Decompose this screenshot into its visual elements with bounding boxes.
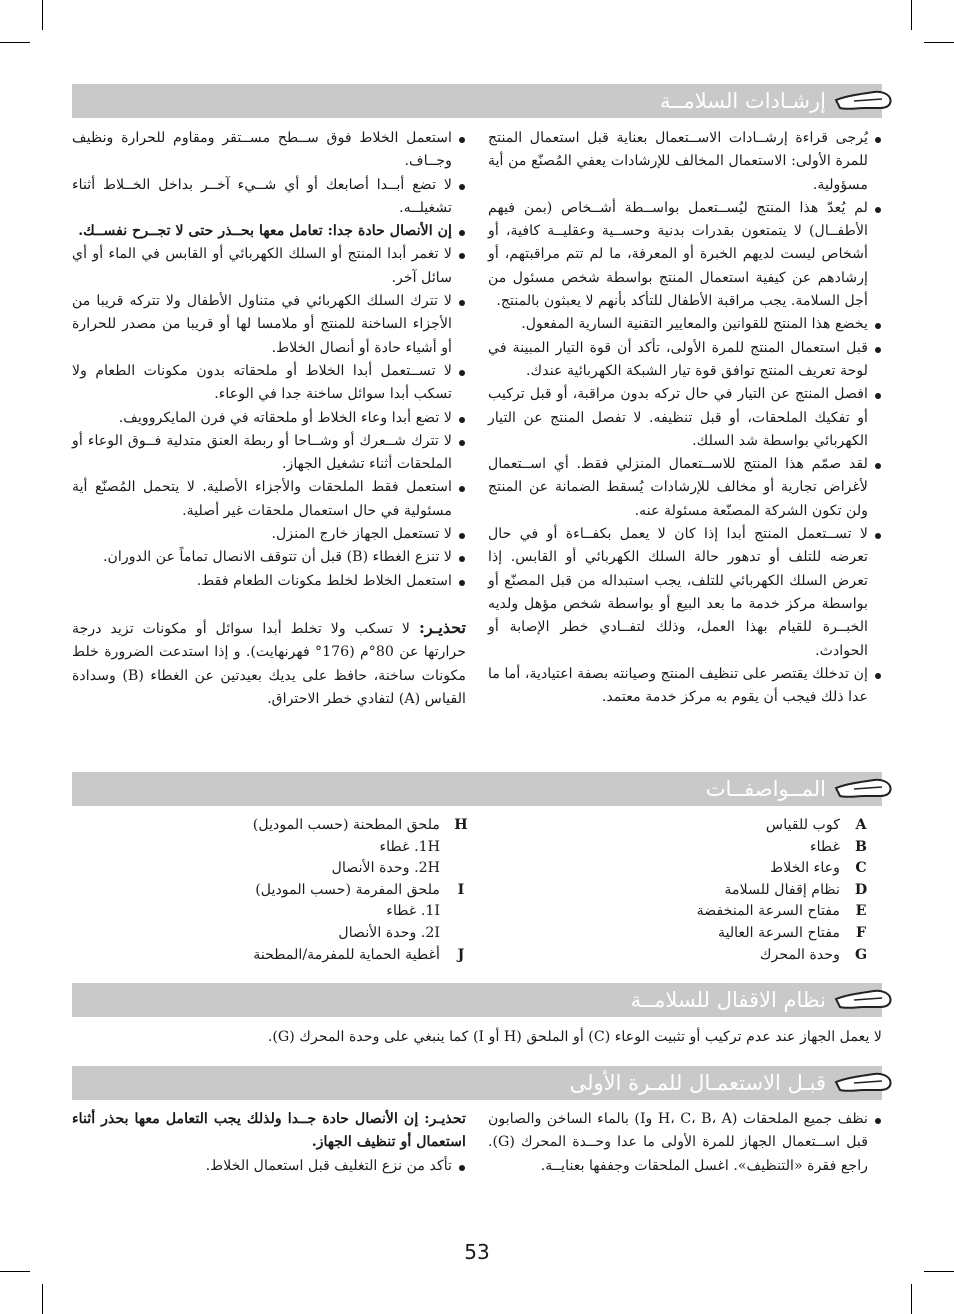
spec-row <box>180 901 482 923</box>
section-title: قبـل الاستعمـال للمـرة الأولى <box>569 1071 826 1095</box>
spec-key: H <box>454 817 468 833</box>
list-item: لم يُعدّ هذا المنتج ليُســتعمل بواســطة أشــخاص (بمن فيهم الأطفــال) لا يتمتعون بقدرات بدنية وحســية وعقليــة كافية، أو أشخاص ليست لديهم الخبرة أو المعرفة، ما لم تتم مراقبتهم، أو إرشادهم عن كيفية استعمال المنتج بواسطة شخص مسئول من أجل السلامة. يجب مراقبة الأطفال للتأكد بأنهم لا يعبثون بالمنتج. <box>488 197 882 313</box>
list-item: قبل استعمال المنتج للمرة الأولى، تأكد أن قوة التيار المبينة في لوحة تعريف المنتج توافق قوة تيار الشبكة الكهربائية عندك. <box>488 337 882 384</box>
list-item: استعمل الخلاط لخلط مكونات الطعام فقط. <box>72 570 466 593</box>
list-item: إن تدخلك يقتصر على تنظيف المنتج وصيانته بصفة اعتيادية، أما ما عدا ذلك فيجب أن يقوم به مركز خدمة معتمد. <box>488 663 882 710</box>
spec-row <box>180 945 482 967</box>
first-use-left-column <box>72 1108 466 1178</box>
list-item: إن الأنصال حادة جدا: تعامل معها بحــذر حتى لا تجــرح نفســك. <box>72 220 466 243</box>
crop-mark <box>0 1271 30 1272</box>
pointing-hand-icon <box>834 985 894 1019</box>
warning-label: تحذيـر: <box>418 617 466 637</box>
list-item: افصل المنتج عن التيار في حال تركه بدون مراقبة، أو قبل تركيب أو تفكيك الملحقات، أو قبل تنظيفه. لا تفصل المنتج عن التيار الكهربائي بواسطة شد السلك. <box>488 383 882 453</box>
spec-key: J <box>457 946 465 963</box>
list-item: استعمل الخلاط فوق ســطح مســتقر ومقاوم للحرارة ونظيف وجــاف. <box>72 127 466 174</box>
spec-key: A <box>855 817 867 833</box>
spec-row <box>180 923 482 945</box>
section-title: المــواصفــات <box>705 777 826 801</box>
page-number: 53 <box>464 1240 490 1264</box>
spec-key: I <box>457 881 465 898</box>
specs-left-list <box>180 815 482 966</box>
safety-warning <box>72 616 466 711</box>
crop-mark <box>911 0 912 30</box>
spec-key <box>440 858 482 880</box>
list-item: يُرجى قراءة إرشــادات الاســتعمال بعناية قبل استعمال المنتج للمرة الأولى: الاستعمال المخالف للإرشادات يعفي المُصنّع من أية مسؤولية. <box>488 127 882 197</box>
list-item: يخضع هذا المنتج للقوانين والمعايير التقنية السارية المفعول. <box>488 313 882 336</box>
spec-label: مفتاح السرعة المنخفضة <box>696 903 840 920</box>
spec-row <box>180 837 482 859</box>
section-header-specs <box>72 772 882 806</box>
spec-label: 2I. وحدة الأنصال <box>338 924 440 941</box>
spec-row <box>600 858 882 880</box>
list-item: استعمل فقط الملحقات والأجزاء الأصلية. لا يتحمل المُصنّع أية مسئولية في حال استعمال ملحقات غير أصلية. <box>72 476 466 523</box>
section-title: نظام الاقفال للسلامــة <box>630 988 826 1012</box>
spec-label: 1H. غطاء <box>379 838 440 855</box>
spec-label: وعاء الخلاط <box>770 860 840 877</box>
list-item: لا تســتعمل أبدا الخلاط أو ملحقاته بدون مكونات الطعام ولا تسكب أبدا سوائل ساخنة جدا في الوعاء. <box>72 360 466 407</box>
section-header-safety <box>72 84 882 118</box>
list-item: لا تترك السلك الكهربائي في متناول الأطفال ولا تتركه قريبا من الأجزاء الساخنة للمنتج أو ملامسا لها أو قريبا من مصدر للحرارة أو أشياء حادة أو أنصال الخلاط. <box>72 290 466 360</box>
spec-row <box>600 880 882 902</box>
spec-row <box>600 837 882 859</box>
crop-mark <box>0 42 30 43</box>
spec-key <box>440 901 482 923</box>
list-item: لا تنزع الغطاء (B) قبل أن تتوقف الانصال تماماً عن الدوران. <box>72 546 466 569</box>
crop-mark <box>42 1284 43 1314</box>
pointing-hand-icon <box>834 1068 894 1102</box>
spec-label: 1I. غطاء <box>386 903 440 920</box>
safety-right-column <box>488 127 882 709</box>
list-item: لا تترك شــعرك أو وشــاحا أو ربطة العنق متدلية فــوق الوعاء أو الملحقات أثناء تشغيل الجهاز. <box>72 430 466 477</box>
crop-mark <box>42 0 43 30</box>
spec-key: C <box>855 860 867 877</box>
spec-label: ملحق المطحنة (حسب الموديل) <box>252 817 440 833</box>
safety-left-column <box>72 127 466 711</box>
first-use-right-column <box>488 1108 882 1178</box>
warning-text: لا تسكب ولا تخلط أبدا سوائل أو مكونات تزيد درجة حرارتها عن 80°م (176° فهرنهايت). و إذا استدعت الضرورة خلط مكونات ساخنة، حافظ على يديك بعيدتين عن الغطاء (B) وسدادة القياس (A) لتفادي خطر الاحتراق. <box>72 620 466 707</box>
spec-label: نظام إقفال للسلامة <box>724 881 840 898</box>
spec-row <box>600 923 882 945</box>
lock-text: لا يعمل الجهاز عند عدم تركيب أو تثبيت الوعاء (C) أو الملحق (H أو I) كما ينبغي على وحدة المحرك (G). <box>267 1029 882 1045</box>
spec-label: 2H. وحدة الأنصال <box>331 860 440 877</box>
spec-key <box>440 837 482 859</box>
spec-label: غطاء <box>809 838 840 855</box>
section-title: إرشـادات السلامــة <box>659 89 826 113</box>
list-item: لا تغمر أبدا المنتج أو السلك الكهربائي أو القابس في الماء أو أي سائل آخر. <box>72 243 466 290</box>
list-item: تأكد من نزع التغليف قبل استعمال الخلاط. <box>72 1155 466 1178</box>
list-item: لا تستعمل الجهاز خارج المنزل. <box>72 523 466 546</box>
spec-key <box>440 923 482 945</box>
crop-mark <box>924 42 954 43</box>
list-item: نظف جميع الملحقات (H، C، B، A وI) بالماء الساخن والصابون قبل اســتعمال الجهاز للمرة الأولى ما عدا وحــدة المحرك (G). راجع فقرة «التنظيف». اغسل الملحقات وجففها بعنايــة. <box>488 1108 882 1178</box>
crop-mark <box>911 1284 912 1314</box>
spec-key: E <box>855 903 867 920</box>
spec-row <box>600 901 882 923</box>
spec-key: F <box>855 924 867 941</box>
crop-mark <box>924 1271 954 1272</box>
pointing-hand-icon <box>834 86 894 120</box>
spec-row <box>180 880 482 902</box>
spec-label: ملحق المفرمة (حسب الموديل) <box>255 881 440 898</box>
spec-row <box>180 815 482 837</box>
pointing-hand-icon <box>834 774 894 808</box>
spec-row <box>180 858 482 880</box>
spec-row <box>600 945 882 967</box>
first-use-warning: تحذيـر: إن الأنصال حادة جــدا ولذلك يجب التعامل معها بحذر أثناء استعمال أو تنظيف الجهاز. <box>72 1111 466 1151</box>
spec-key: B <box>855 838 867 855</box>
spec-key: D <box>854 881 868 898</box>
spec-label: وحدة المحرك <box>759 946 840 963</box>
specs-right-list <box>600 815 882 966</box>
list-item: لقد صمّم هذا المنتج للاســتعمال المنزلي فقط. أي اســتعمال لأغراض تجارية أو مخالف للإرشادات يُسقط الضمانة عن المنتج ولن تكون الشركة المصنّعة مسئولة عنه. <box>488 453 882 523</box>
section-header-first-use <box>72 1066 882 1100</box>
list-item: لا تســتعمل المنتج أبدا إذا كان لا يعمل بكفــاءة أو في حال تعرضه للتلف أو تدهور حالة السلك الكهربائي أو القابس. إذا تعرض السلك الكهربائي للتلف، يجب استبداله من قبل المصنّع أو بواسطة مركز خدمة ما بعد البيع أو بواسطة شخص مؤهل ولديه الخبــرة للقيام بهذا العمل، وذلك لتفــادي خطر الإصابة أو الحوادث. <box>488 523 882 663</box>
spec-row <box>600 815 882 837</box>
spec-key: G <box>854 946 868 963</box>
list-item: لا تضع أبــدا أصابعك أو أي شــيء آخــر بداخل الخــلاط أثناء تشغيلــه. <box>72 174 466 221</box>
spec-label: أغطية الحماية للمفرمة/المطحنة <box>253 946 440 963</box>
list-item: لا تضع أبدا وعاء الخلاط أو ملحقاته في فرن المايكروويف. <box>72 407 466 430</box>
spec-label: كوب للقياس <box>765 817 840 833</box>
section-header-lock <box>72 983 882 1017</box>
spec-label: مفتاح السرعة العالية <box>717 924 840 941</box>
